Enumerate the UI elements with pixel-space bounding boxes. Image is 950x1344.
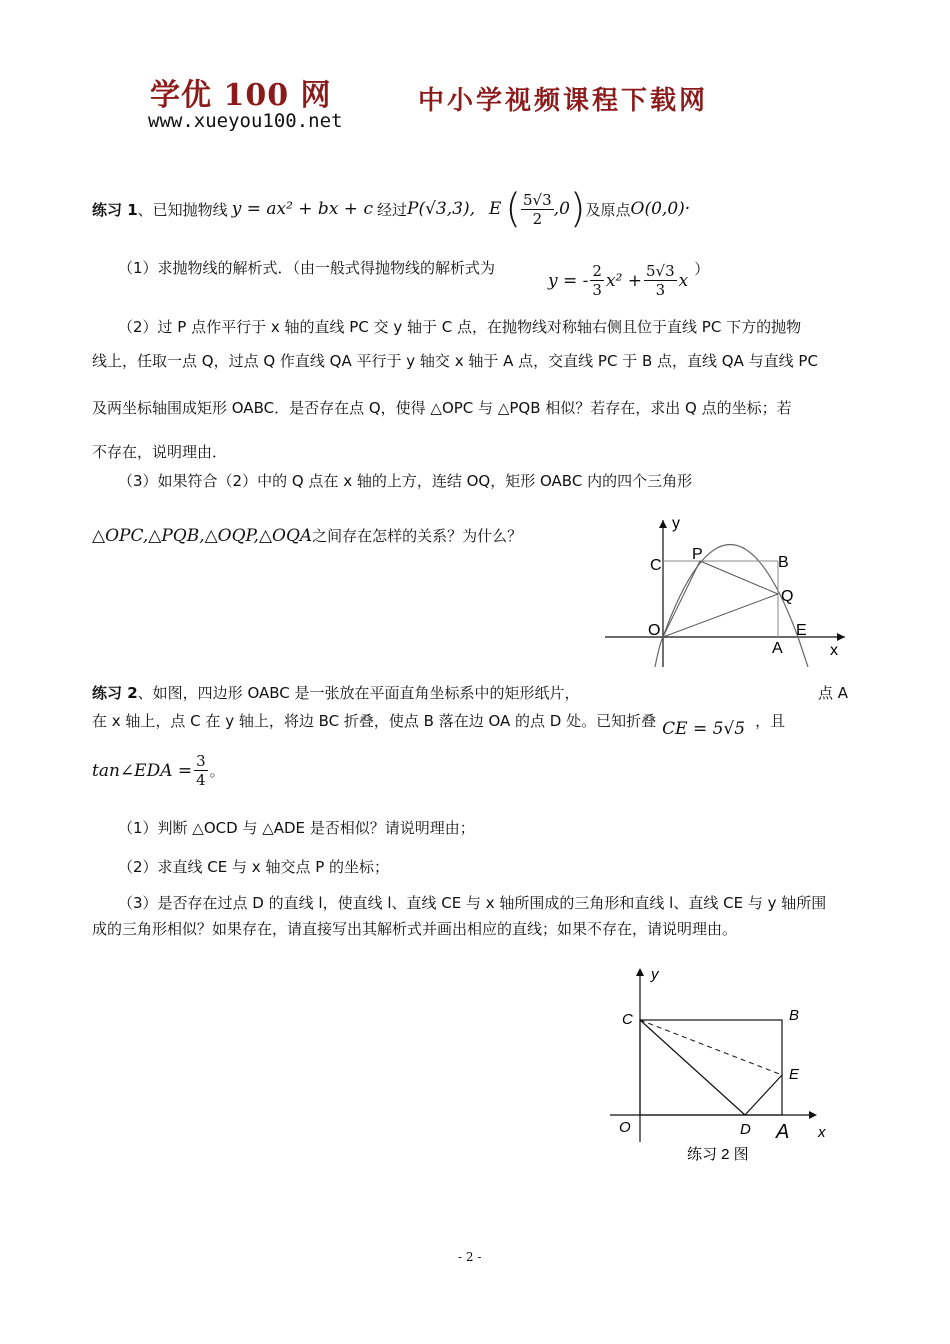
ex1-fig-label-e: E	[796, 622, 807, 639]
ex2-question-3-line-2: 成的三角形相似？如果存在，请直接写出其解析式并画出相应的直线；如果不存在，请说明理由。	[92, 920, 738, 938]
ex1-intro-text-c: 及原点	[585, 200, 631, 219]
ex1-q2-line-1: （2）过 P 点作平行于 x 轴的直线 PC 交 y 轴于 C 点，在抛物线对称轴右侧且位于直线 PC 下方的抛物	[118, 318, 802, 336]
ex2-fig-caption: 练习 2 图	[687, 1146, 749, 1163]
ex2-fig-fold-line-ce	[640, 1020, 782, 1075]
ex1-fig-label-b: B	[778, 554, 789, 571]
ex1-fig-label-o: O	[648, 622, 661, 639]
exercise-2-label: 练习 2	[92, 684, 138, 702]
ex2-line-1-tail: 点 A	[818, 684, 849, 702]
ex2-line-1	[92, 682, 580, 703]
ex1-fig-line-pq	[700, 561, 778, 594]
ex1-point-e-label: E	[488, 199, 502, 219]
ex1-q3-tail: 之间存在怎样的关系？为什么？	[312, 527, 523, 545]
ex2-fig-line-de	[745, 1075, 782, 1115]
exercise-1-intro: 练习 1 、已知抛物线 y = ax² + bx + c 经过 P(√3,3), E ( $\frac{5√3}{2}$ ,0 ) 及原点 O(0,0)·	[92, 186, 691, 232]
ex1-question-1	[118, 257, 495, 278]
site-tagline: 中小学视频课程下载网	[418, 86, 709, 116]
ex1-fig-label-x: x	[830, 642, 838, 659]
ex2-line-2-tail: ，且	[755, 712, 786, 730]
ex1-q2-line-4: 不存在，说明理由．	[92, 443, 228, 461]
ex1-q3-line-1: （3）如果符合（2）中的 Q 点在 x 轴的上方，连结 OQ，矩形 OABC 内的四个三角形	[118, 472, 693, 490]
exercise-1-label: 练习 1	[92, 200, 138, 219]
ex2-fig-label-o: O	[619, 1119, 631, 1136]
ex1-intro-text-a: 、已知抛物线	[137, 200, 228, 219]
ex1-point-e-tail: ,0	[553, 199, 570, 219]
ex2-fig-label-c: C	[622, 1011, 633, 1028]
ex1-fig-label-p: P	[692, 546, 703, 563]
ex1-parabola-equation: y = ax² + bx + c	[231, 199, 373, 219]
ex2-line-1-text: 、如图，四边形 OABC 是一张放在平面直角坐标系中的矩形纸片，	[137, 684, 580, 702]
ex1-fig-y-arrow	[659, 520, 667, 528]
ex1-q3-line-2	[92, 525, 522, 546]
ex2-tan-condition	[92, 752, 225, 789]
page-number: - 2 -	[458, 1250, 482, 1264]
ex2-fig-line-cd	[640, 1020, 745, 1115]
ex1-fig-label-q: Q	[781, 588, 794, 605]
ex2-ce-value: CE = 5√5	[662, 718, 746, 739]
ex2-fig-label-d: D	[740, 1121, 751, 1138]
brand-logo-text: 学优 100 网	[150, 78, 332, 113]
ex2-figure	[605, 962, 835, 1172]
ex1-fig-label-a: A	[772, 640, 783, 657]
ex2-fig-label-y: y	[651, 966, 659, 983]
ex2-line-2	[92, 710, 786, 739]
ex1-point-e-fraction: $\frac{5√3}{2}$	[523, 190, 552, 228]
ex2-fig-label-x: x	[818, 1124, 826, 1141]
ex1-q1-answer-equation: y = - $\frac{2}{3}$ x² + $\frac{5√3}{3}$ x ）	[548, 260, 710, 299]
ex1-q2-line-2: 线上，任取一点 Q，过点 Q 作直线 QA 平行于 y 轴交 x 轴于 A 点，交直线 PC 于 B 点，直线 QA 与直线 PC	[92, 352, 818, 370]
ex2-fig-y-arrow	[636, 968, 644, 976]
site-url[interactable]: www.xueyou100.net	[148, 110, 343, 132]
ex2-tan-fraction: $\frac{3}{4}$	[196, 752, 206, 789]
ex2-tan-tail: 。	[209, 762, 225, 780]
ex2-question-1: （1）判断 △OCD 与 △ADE 是否相似？请说明理由；	[118, 819, 475, 837]
ex1-figure	[600, 512, 850, 672]
ex1-fig-label-c: C	[650, 557, 662, 574]
ex2-question-3-line-1: （3）是否存在过点 D 的直线 l，使直线 l、直线 CE 与 x 轴所围成的三角形和直线 l、直线 CE 与 y 轴所围	[118, 894, 827, 912]
ex2-line-2-text: 在 x 轴上，点 C 在 y 轴上，将边 BC 折叠，使点 B 落在边 OA 的点 D 处。已知折叠	[92, 712, 657, 730]
ex1-fig-label-y: y	[672, 515, 680, 532]
ex1-intro-text-b: 经过	[376, 200, 407, 219]
ex1-origin: O(0,0)·	[630, 199, 691, 219]
ex1-point-p: P(√3,3),	[407, 199, 475, 219]
ex2-question-2: （2）求直线 CE 与 x 轴交点 P 的坐标；	[118, 858, 390, 876]
ex2-tan-lhs: tan∠EDA =	[92, 760, 193, 781]
ex2-fig-label-a: A	[776, 1121, 790, 1143]
ex1-q2-line-3: 及两坐标轴围成矩形 OABC．是否存在点 Q，使得 △OPC 与 △PQB 相似？若存在，求出 Q 点的坐标；若	[92, 399, 792, 417]
ex1-q1-text: （1）求抛物线的解析式．（由一般式得抛物线的解析式为	[118, 259, 496, 277]
ex2-fig-x-arrow	[809, 1111, 817, 1119]
ex1-q3-triangles: △OPC,△PQB,△OQP,△OQA	[92, 525, 313, 546]
ex2-fig-rectangle-oabc	[640, 1020, 782, 1115]
ex2-fig-label-e: E	[789, 1066, 800, 1083]
ex1-fig-x-arrow	[837, 633, 845, 641]
ex2-fig-label-b: B	[789, 1007, 800, 1024]
